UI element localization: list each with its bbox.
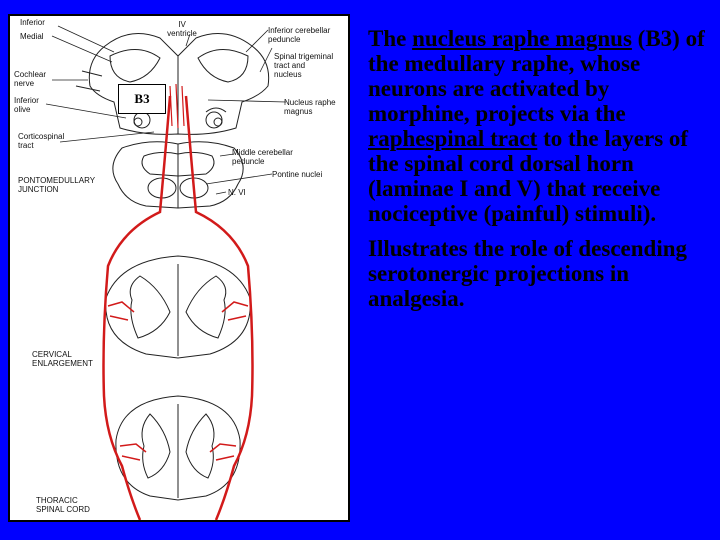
- term-nucleus-raphe-magnus: nucleus raphe magnus: [412, 26, 632, 51]
- label-middle-cerebellar-peduncle: Middle cerebellar peduncle: [232, 148, 293, 166]
- leader-lines: [46, 26, 286, 194]
- label-n-vi: N. VI: [228, 188, 246, 197]
- paragraph-analgesia: Illustrates the role of descending serotonergic projections in analgesia.: [368, 236, 688, 311]
- label-inferior-olive: Inferior olive: [14, 96, 39, 114]
- paragraph-raphe-magnus: [368, 26, 708, 226]
- label-inferior-cerebellar-peduncle: Inferior cerebellar peduncle: [268, 26, 331, 44]
- label-inferior: Inferior: [20, 18, 45, 27]
- pons-section: [113, 142, 243, 208]
- thoracic-section: [116, 396, 240, 500]
- slide-text: [368, 26, 708, 321]
- p1-text-3: to the layers of the spinal cord dorsal horn (laminae I and V) that receive nociceptive (painful) stimuli).: [368, 126, 689, 226]
- label-pontine-nuclei: Pontine nuclei: [272, 170, 323, 179]
- label-iv-ventricle: IV ventricle: [167, 20, 197, 38]
- p1-text-1: The: [368, 26, 413, 51]
- label-cervical-enlargement: CERVICAL ENLARGEMENT: [32, 350, 93, 368]
- label-medial: Medial: [20, 32, 44, 41]
- label-pontomedullary-junction: PONTOMEDULLARY JUNCTION: [18, 176, 96, 194]
- label-cochlear-nerve: Cochlear nerve: [14, 70, 47, 88]
- label-thoracic-spinal-cord: THORACIC SPINAL CORD: [36, 496, 90, 514]
- label-corticospinal-tract: Corticospinal tract: [18, 132, 65, 150]
- anatomy-figure: [8, 14, 350, 522]
- label-nucleus-raphe-magnus: Nucleus raphe magnus: [284, 98, 336, 116]
- raphe-nucleus-marks: [170, 84, 184, 128]
- brainstem-spinal-diagram: [10, 16, 348, 520]
- b3-label-box: B3: [118, 84, 166, 114]
- label-spinal-trigeminal: Spinal trigeminal tract and nucleus: [274, 52, 334, 79]
- medulla-section: [76, 34, 269, 135]
- term-raphespinal-tract: raphespinal tract: [368, 126, 538, 151]
- p1-text-2: (B3) of the medullary raphe, whose neurons are activated by morphine, projects via the: [368, 26, 705, 126]
